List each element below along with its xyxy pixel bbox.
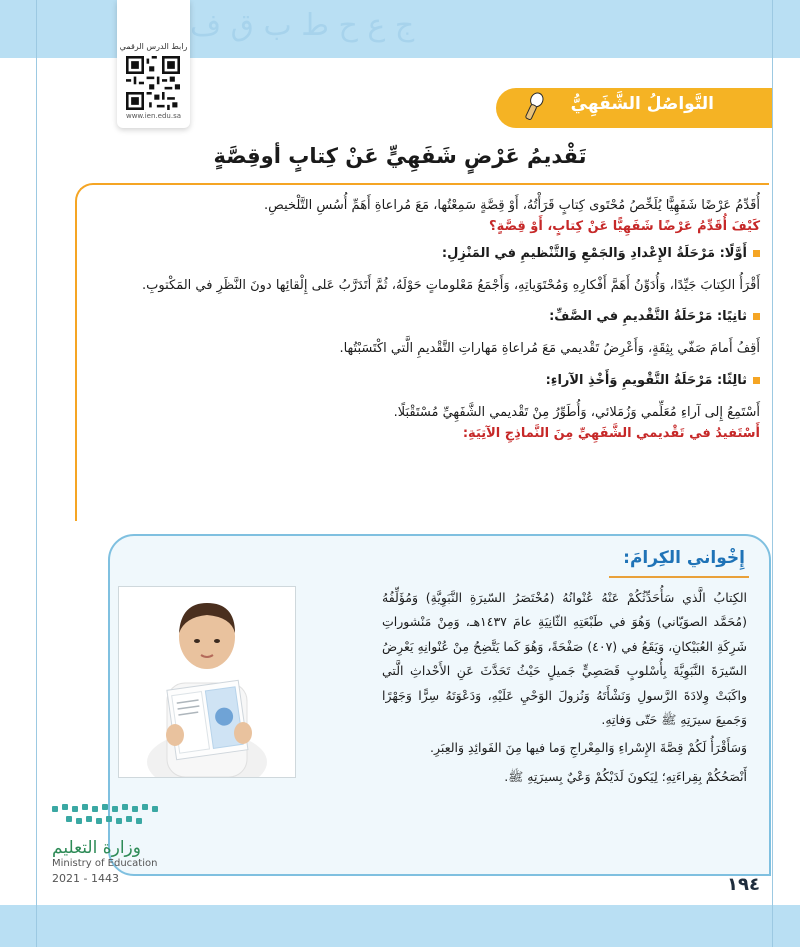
boy-reading-illustration — [119, 587, 295, 777]
digital-lesson-qr-card[interactable] — [117, 0, 190, 128]
page-title: تَقْديمُ عَرْضٍ شَفَهِيٍّ عَنْ كِتابٍ أوقِصَّةٍ — [213, 144, 587, 168]
question-line: كَيْفَ أُقَدِّمُ عَرْضًا شَفَهِيًّا عَنْ كِتابٍ، أَوْ قِصَّةٍ؟ — [489, 218, 760, 234]
ministry-name-arabic: وزارة التعليم — [52, 838, 141, 858]
ministry-logo-icon — [48, 800, 168, 840]
models-line: أَسْتَفيدُ في تَقْديمي الشَّفَهِيِّ مِنَ النَّماذِجِ الآتِيَةِ: — [462, 426, 760, 442]
stage-heading — [90, 372, 760, 391]
stage-heading — [90, 245, 760, 264]
ministry-name-english: Ministry of Education — [52, 858, 158, 869]
bottom-decorative-band — [0, 905, 800, 947]
right-margin-rule — [772, 0, 773, 947]
stage-body: أَسْتَمِعُ إِلى آراءِ مُعَلِّمي وَزُمَلائي، وَأُطَوِّرُ مِنْ تَقْديمي الشَّفَهِيِّ مُسْتَقْبَلًا. — [393, 404, 760, 420]
stage-heading — [90, 308, 760, 327]
stage-heading-text: أَوَّلًا: مَرْحَلَةُ الإِعْدادِ وَالجَمْعِ وَالتَّنْظيمِ في المَنْزِلِ: — [441, 245, 747, 261]
left-margin-rule — [36, 0, 37, 947]
ministry-year: 2021 - 1443 — [52, 872, 119, 885]
stage-body: أَقِفُ أَمامَ صَفّي بِثِقَةٍ، وَأَعْرِضُ تَقْديمي مَعَ مُراعاةِ مَهاراتِ التَّقْديمِ الَّتي اكْتَسَبْتُها. — [339, 341, 760, 357]
bullet-square-icon — [753, 377, 760, 384]
section-tab — [496, 88, 772, 128]
qr-url: www.ien.edu.sa — [125, 112, 182, 120]
speech-paragraph: أَنْصَحُكُمْ بِقِراءَتِهِ؛ لِيَكونَ لَدَيْكُمْ وَعْيٌ بِسيرَتِهِ ﷺ. — [504, 768, 747, 784]
speech-paragraph: الكِتابُ الَّذي سَأُحَدِّثُكُمْ عَنْهُ عُنْوانُهُ (مُخْتَصَرُ السّيرَةِ النَّبَوِيَّةِ) وَمُؤَلِّفُهُ (مُحَمَّد الصوَيّاني) وَهُوَ في طَبْعَتِهِ الثّانِيَةِ عامَ ١٤٣٧هـ، وَمِنْ مَنْشوراتِ شَرِكَةِ العُبَيْكانِ، وَيَقَعُ في (٤٠٧) صَفْحَةً، وَهُوَ كَما يَتَّضِحُ مِنْ عُنْوانِهِ يَعْرِضُ السّيرَةَ النَّبَوِيَّةَ بِأُسْلوبٍ قَصَصِيٍّ جَميلٍ حَيْثُ تَحَدَّثَ عَنِ الأَحْداثِ الَّتي واكَبَتْ وِلادَةَ الرَّسولِ وَنَشْأَتَهُ وَنُزولَ الوَحْيِ عَلَيْهِ، وَدَعْوَتَهُ سِرًّا وَجَهْرًا وَجَميعَ سيرَتِهِ ﷺ حَتّى وَفاتِهِ. — [382, 590, 747, 727]
bullet-square-icon — [753, 250, 760, 257]
qr-code-icon[interactable] — [126, 56, 180, 110]
speech-heading: إِخْواني الكِرامَ: — [623, 548, 745, 568]
page-number: ١٩٤ — [727, 874, 760, 895]
decorative-letters: ج ع ح ط ب ق ف — [190, 8, 415, 43]
stage-body: أَقْرَأُ الكِتابَ جَيِّدًا، وَأُدَوِّنُ أَهَمَّ أَفْكارِهِ وَمُحْتَوَياتِهِ، وَأَجْمَعُ مَعْلوماتٍ حَوْلَهُ، ثُمَّ أَتَدَرَّبُ عَلى إِلْقائِها دونَ النَّظَرِ في المَكْتوبِ. — [142, 277, 760, 293]
section-tab-label: التَّواصُلُ الشَّفَهِيُّ — [570, 94, 714, 114]
qr-title: رابط الدرس الرقمي — [119, 42, 188, 51]
boy-reading-photo — [118, 586, 296, 778]
speech-paragraph: وَسَأَقْرَأُ لَكُمْ قِصَّةَ الإِسْراءِ وَالمِعْراجِ وَما فيها مِنَ الفَوائِدِ وَالعِبَرِ. — [430, 740, 747, 756]
intro-paragraph: أُقَدِّمُ عَرْضًا شَفَهِيًّا يُلَخِّصُ مُحْتَوى كِتابٍ قَرَأْتُهُ، أَوْ قِصَّةٍ سَمِعْتُها، مَعَ مُراعاةِ أَهَمِّ أُسُسِ التَّلْخيصِ. — [264, 198, 760, 213]
bullet-square-icon — [753, 313, 760, 320]
speech-text — [382, 586, 747, 793]
heading-underline — [609, 576, 749, 578]
stage-heading-text: ثانِيًا: مَرْحَلَةُ التَّقْديمِ في الصَّفِّ: — [549, 309, 747, 325]
main-content — [90, 197, 760, 444]
microphone-icon — [520, 92, 546, 124]
stage-heading-text: ثالِثًا: مَرْحَلَةُ التَّقْويمِ وَأَخْذِ الآراءِ: — [545, 372, 747, 388]
